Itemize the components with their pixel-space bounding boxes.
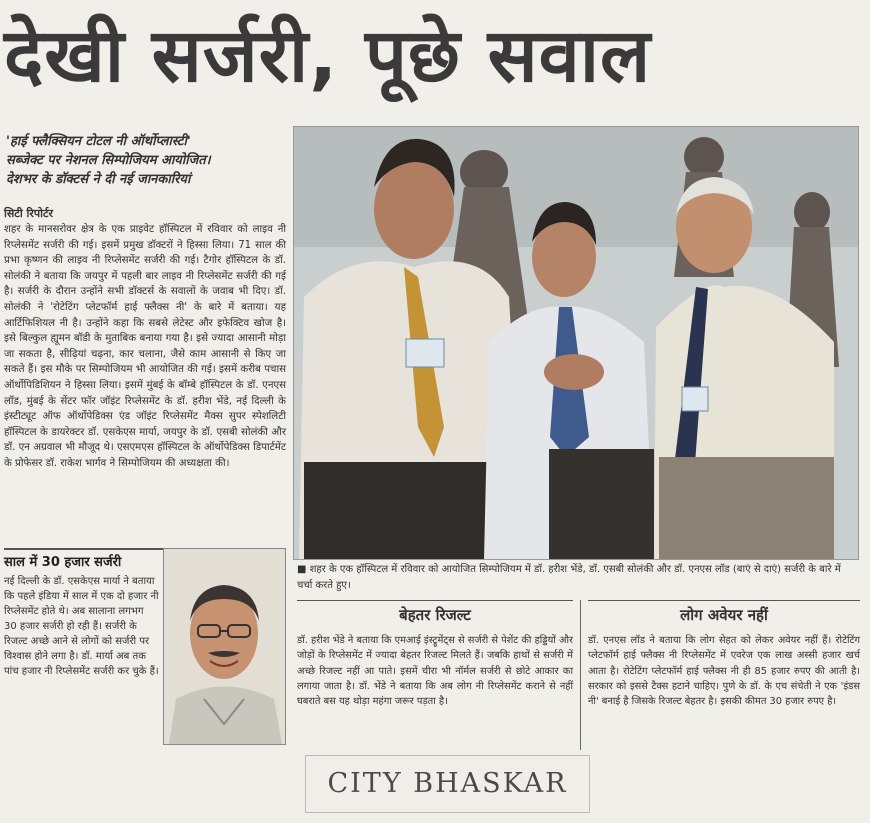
col2-title: लोग अवेयर नहीं (588, 600, 860, 625)
deck-line: सब्जेक्ट पर नेशनल सिम्पोजियम आयोजित। (6, 153, 211, 168)
main-photo (293, 126, 859, 560)
sidebar-text: नई दिल्ली के डॉ. एसकेएस मार्या ने बताया कि पहले इंडिया में साल में एक दो हजार नी रिप्लेसमेंट होते थे। अब सालाना लगभग 30 हजार सर्जरी हो रही हैं। सर्जरी के रिजल्ट अच्छे आने से लोगों को सर्जरी पर विश्वास होने लगा है। डॉ. मार्या अब तक पांच हजार नी रिप्लेसमेंट सर्जरी कर चुके हैं। (4, 576, 159, 677)
deck-line: 'हाई फ्लैक्सियन टोटल नी ऑर्थोप्लास्टी' (6, 134, 191, 149)
headline: देखी सर्जरी, पूछे सवाल (4, 13, 652, 99)
deck-line: देशभर के डॉक्टर्स ने दी नई जानकारियां (6, 172, 191, 187)
col1-title: बेहतर रिजल्ट (297, 600, 573, 625)
photo-illustration (294, 127, 858, 559)
portrait-photo (163, 548, 286, 745)
footer-brand: CITY BHASKAR (305, 755, 590, 813)
col2-text: डॉ. एनएस लॉड ने बताया कि लोग सेहत को लेकर अवेयर नहीं हैं। रोटेटिंग प्लेटफॉर्म हाई फ्लैक्स नी रिप्लेसमेंट में एवरेज एक लाख अस्सी हजार खर्च आता है। रोटेटिंग प्लेटफॉर्म हाई फ्लैक्स नी ही 85 हजार रुपए की आती है। सरकार को इससे टैक्स हटाने चाहिए। पुणे के डॉ. के एच संचेती ने एक 'इंडस नी' बनाई है जिसके रिजल्ट बेहतर है। इसकी कीमत 30 हजार रुपए है। (588, 635, 860, 708)
portrait-illustration (164, 549, 285, 744)
byline: सिटी रिपोर्टर (4, 207, 53, 220)
col1-text: डॉ. हरीश भेंडे ने बताया कि एमआई इंस्ट्रूमेंट्स से सर्जरी से पेशेंट की हड्डियों और जोड़ों के रिप्लेसमेंट में ज्यादा बेहतर रिजल्ट मिलते हैं। जबकि हाथों से सर्जरी में अच्छे रिजल्ट नहीं आ पाते। इसमें चीरा भी नॉर्मल सर्जरी से छोटे आकार का लगाया जाता है। डॉ. भेंडे ने बताया कि अब लोग नी रिप्लेसमेंट कराने से नहीं घबराते बस यह थोड़ा महंगा जरूर पड़ता है। (297, 635, 573, 708)
photo-caption: ■ शहर के एक हॉस्पिटल में रविवार को आयोजित सिम्पोजियम में डॉ. हरीश भेंडे, डॉ. एसबी सोलंकी और डॉ. एनएस लॉड (बाएं से दाएं) सर्जरी के बारे में चर्चा करते हुए। (297, 564, 841, 591)
sidebar-title: साल में 30 हजार सर्जरी (4, 548, 284, 570)
deck (6, 132, 286, 189)
main-story: शहर के मानसरोवर क्षेत्र के एक प्राइवेट हॉस्पिटल में रविवार को लाइव नी रिप्लेसमेंट सर्जरी की गई। इसमें प्रमुख डॉक्टरों ने हिस्सा लिया। 71 साल की प्रभा कृष्णन की लाइव नी रिप्लेसमेंट सर्जरी की गई। टैगोर हॉस्पिटल के डॉ. सोलंकी ने बताया कि जयपुर में पहली बार लाइव नी रिप्लेसमेंट सर्जरी की गई है। सर्जरी के दौरान उन्होंने सभी डॉक्टर्स के सवालों के जवाब भी दिए। डॉ. सोलंकी ने 'रोटेटिंग प्लेटफॉर्म हाई फ्लैक्स नी' के बारे में बताया। यह आर्टिफिशियल नी है। उन्होंने कहा कि सबसे लेटेस्ट और इफेक्टिव खोज है। इसे बिल्कुल ह्यूमन बॉडी के मुताबिक बनाया गया है। इसे ज्यादा आसानी मोड़ा जा सकता है, सीढ़ियां चढ़ना, कार चलाना, जैसे काम आसानी से किए जा सकते हैं। इस मौके पर सिम्पोजियम भी आयोजित की गई। इसमें करीब पचास ऑर्थोपिडिशियन ने हिस्सा लिया। इसमें मुंबई के बॉम्बे हॉस्पिटल के डॉ. एनएस लॉड, मुंबई के सेंटर फॉर जॉइंट रिप्लेसमेंट के डॉ. हरीश भेंडे, नई दिल्ली के इंस्टीट्यूट ऑफ ऑर्थोपेडिक्स एंड जॉइंट रिप्लेसमेंट मैक्स सुपर स्पेशलिटी हॉस्पिटल के डायरेक्टर डॉ. एसकेएस मार्या, जयपुर के डॉ. एसबी सोलंकी और डॉ. एन अग्रवाल भी मौजूद थे। एसएमएस हॉस्पिटल के ऑर्थोपेडिक्स डिपार्टमेंट के प्रोफेसर डॉ. राकेश भार्गव ने सिम्पोजियम की अध्यक्षता की। (4, 224, 286, 469)
column-divider (580, 600, 581, 750)
